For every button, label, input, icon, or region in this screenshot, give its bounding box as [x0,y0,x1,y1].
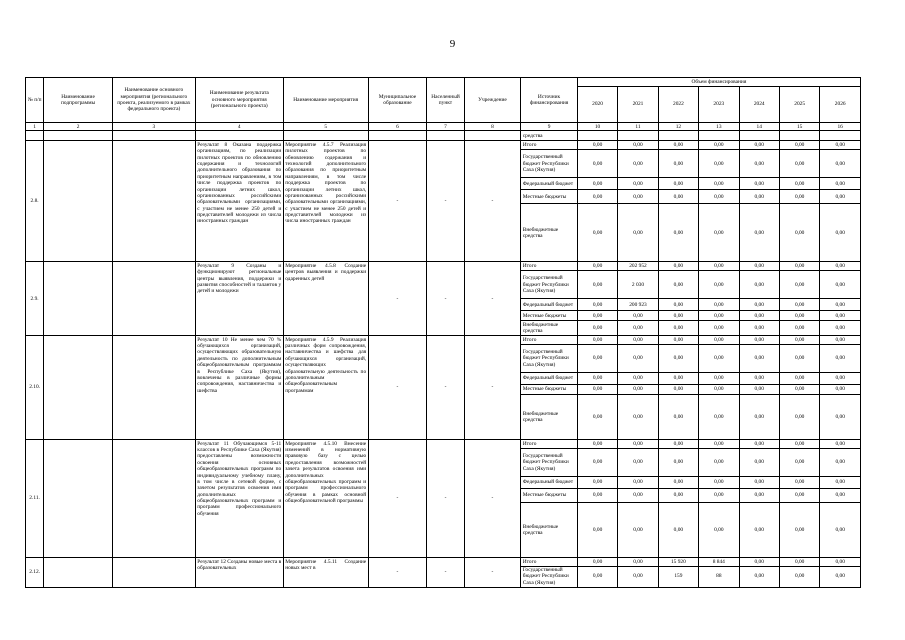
value-cell: 0,00 [699,373,739,385]
value-cell: 0,00 [779,373,819,385]
settlement-cell: - [427,558,464,588]
value-cell: 0,00 [739,477,779,489]
empty-cell [577,131,617,141]
column-number: 15 [779,123,819,131]
settlement-cell: - [427,262,464,336]
value-cell: 0,00 [577,178,617,190]
source-cell: Итого [521,440,578,449]
institution-cell: - [464,440,521,558]
subprogram-cell [44,558,113,588]
value-cell: 0,00 [820,477,861,489]
value-cell: 0,00 [820,440,861,449]
value-cell: 0,00 [820,321,861,336]
value-cell: 0,00 [699,262,739,271]
value-cell: 0,00 [658,178,698,190]
value-cell: 0,00 [618,190,658,204]
value-cell: 0,00 [577,204,617,262]
value-cell: 0,00 [820,299,861,311]
subprogram-cell [44,141,113,262]
value-cell: 0,00 [779,336,819,345]
value-cell: 0,00 [618,558,658,566]
municipality-cell: - [368,558,427,588]
column-number: 4 [195,123,283,131]
column-number: 14 [739,123,779,131]
main-event-cell [112,262,195,336]
value-cell: 0,00 [820,204,861,262]
value-cell: 0,00 [699,336,739,345]
value-cell: 0,00 [820,262,861,271]
row-number: 2.11. [26,440,44,558]
value-cell: 0,00 [618,395,658,440]
column-number: 2 [44,123,113,131]
value-cell: 0,00 [739,489,779,503]
table-row [26,336,861,345]
value-cell: 0,00 [699,503,739,558]
value-cell: 0,00 [577,566,617,587]
value-cell: 0,00 [699,321,739,336]
value-cell: 0,00 [699,190,739,204]
source-cell: Государственный бюджет Республики Саха (Якутия) [521,566,578,587]
source-cell: Итого [521,141,578,150]
value-cell: 0,00 [739,271,779,299]
value-cell: 0,00 [577,262,617,271]
value-cell: 0,00 [699,449,739,477]
value-cell: 0,00 [739,566,779,587]
column-number: 8 [464,123,521,131]
value-cell: 0,00 [779,204,819,262]
value-cell: 0,00 [658,262,698,271]
value-cell: 0,00 [820,373,861,385]
main-event-cell [112,336,195,440]
value-cell: 0,00 [779,345,819,373]
value-cell: 0,00 [779,321,819,336]
value-cell: 0,00 [739,299,779,311]
empty-cell [283,131,368,141]
value-cell: 0,00 [739,503,779,558]
settlement-cell: - [427,336,464,440]
value-cell: 0,00 [618,141,658,150]
value-cell: 0,00 [658,395,698,440]
empty-cell [699,131,739,141]
column-number: 6 [368,123,427,131]
value-cell: 0,00 [658,345,698,373]
year-header: 2025 [779,87,819,123]
value-cell: 0,00 [658,449,698,477]
page-number: 9 [449,38,456,50]
value-cell: 0,00 [739,336,779,345]
value-cell: 15 920 [658,558,698,566]
funding-table [25,77,861,588]
value-cell: 0,00 [820,178,861,190]
source-cell: Государственный бюджет Республики Саха (Якутия) [521,150,578,178]
source-cell: средства [521,131,578,141]
value-cell: 0,00 [739,190,779,204]
table-row [26,558,861,566]
column-number: 13 [699,123,739,131]
table-row [26,141,861,150]
value-cell: 0,00 [699,489,739,503]
value-cell: 0,00 [577,558,617,566]
value-cell: 0,00 [577,336,617,345]
value-cell: 0,00 [618,373,658,385]
main-event-cell [112,440,195,558]
source-cell: Местные бюджеты [521,385,578,395]
value-cell: 0,00 [820,271,861,299]
value-cell: 0,00 [779,141,819,150]
value-cell: 0,00 [577,395,617,440]
value-cell: 0,00 [699,299,739,311]
year-header: 2021 [618,87,658,123]
empty-cell [44,131,113,141]
value-cell: 0,00 [699,141,739,150]
institution-cell: - [464,141,521,262]
source-cell: Государственный бюджет Республики Саха (Якутия) [521,449,578,477]
value-cell: 0,00 [739,178,779,190]
result-cell: Результат 12 Созданы новые места в образовательных [195,558,283,588]
value-cell: 0,00 [658,336,698,345]
empty-cell [112,131,195,141]
value-cell: 0,00 [820,503,861,558]
value-cell: 0,00 [820,395,861,440]
source-cell: Федеральный бюджет [521,477,578,489]
row-number: 2.8. [26,141,44,262]
result-cell: Результат 10 Не менее чем 70 % обучающихся организаций, осуществляющих образовательную деятельность по дополнительным общеобразовательным программам в Республике Саха (Якутия), вовлечены в различные формы сопровождения, наставничества и шефства [195,336,283,440]
value-cell: 0,00 [618,477,658,489]
settlement-cell: - [427,440,464,558]
value-cell: 0,00 [820,190,861,204]
row-number: 2.9. [26,262,44,336]
result-cell: Результат 9 Созданы и функционируют региональные центры выявления, поддержки и развития способностей и талантов у детей и молодежи [195,262,283,336]
settlement-cell: - [427,141,464,262]
subprogram-cell [44,336,113,440]
source-cell: Местные бюджеты [521,489,578,503]
value-cell: 0,00 [739,440,779,449]
value-cell: 0,00 [618,385,658,395]
column-number: 10 [577,123,617,131]
value-cell: 0,00 [779,566,819,587]
empty-cell [464,131,521,141]
value-cell: 0,00 [699,311,739,321]
value-cell: 0,00 [658,489,698,503]
empty-cell [820,131,861,141]
value-cell: 0,00 [779,477,819,489]
source-cell: Внебюджетные средства [521,204,578,262]
source-cell: Государственный бюджет Республики Саха (Якутия) [521,345,578,373]
value-cell: 0,00 [658,150,698,178]
source-cell: Федеральный бюджет [521,373,578,385]
value-cell: 0,00 [658,503,698,558]
institution-cell: - [464,262,521,336]
value-cell: 0,00 [658,440,698,449]
value-cell: 0,00 [699,345,739,373]
empty-cell [779,131,819,141]
value-cell: 202 952 [618,262,658,271]
value-cell: 0,00 [779,299,819,311]
value-cell: 0,00 [577,373,617,385]
value-cell: 0,00 [739,141,779,150]
value-cell: 0,00 [658,204,698,262]
value-cell: 0,00 [577,385,617,395]
value-cell: 2 030 [618,271,658,299]
column-number: 12 [658,123,698,131]
value-cell: 8 844 [699,558,739,566]
main-event-cell [112,558,195,588]
header-cell-7: Населенный пункт [427,78,464,123]
value-cell: 0,00 [779,558,819,566]
value-cell: 0,00 [618,336,658,345]
source-cell: Федеральный бюджет [521,299,578,311]
value-cell: 0,00 [820,566,861,587]
value-cell: 0,00 [739,385,779,395]
value-cell: 0,00 [577,150,617,178]
source-cell: Государственный бюджет Республики Саха (Якутия) [521,271,578,299]
source-cell: Итого [521,558,578,566]
event-cell: Мероприятие 4.5.7 Реализация пилотных проектов по обновлению содержания и технологий дополнительного образования по приоритетным направлениям, в том числе поддержка проектов по организации летних школ, организованных российскими образовательными организациями, с участием не менее 250 детей и представителей молодежи из числа иностранных граждан [283,141,368,262]
subprogram-cell [44,262,113,336]
column-numbers-row [26,123,861,131]
event-cell: Мероприятие 4.5.8 Создание центров выявления и поддержки одаренных детей [283,262,368,336]
source-cell: Итого [521,336,578,345]
municipality-cell: - [368,141,427,262]
value-cell: 0,00 [779,311,819,321]
value-cell: 0,00 [658,271,698,299]
municipality-cell: - [368,336,427,440]
result-cell: Результат 8 Оказана поддержка организациям, по реализации пилотных проектов по обновлению содержания и технологий дополнительного образования по приоритетным направлениям, в том числе поддержка проектов по организации летних школ, организованных российскими образовательными организациями, с участием не менее 250 детей и представителей молодежи из числа иностранных граждан [195,141,283,262]
value-cell: 0,00 [658,321,698,336]
value-cell: 0,00 [618,449,658,477]
table-row [26,262,861,271]
value-cell: 159 [658,566,698,587]
value-cell: 0,00 [699,440,739,449]
header-cell-4: Наименование результата основного мероприятия (регионального проекта) [195,78,283,123]
value-cell: 0,00 [779,440,819,449]
value-cell: 0,00 [618,311,658,321]
header-cell-6: Муниципальное образование [368,78,427,123]
year-header: 2023 [699,87,739,123]
empty-cell [658,131,698,141]
empty-cell [618,131,658,141]
value-cell: 0,00 [658,190,698,204]
table-row [26,440,861,449]
source-cell: Итого [521,262,578,271]
value-cell: 0,00 [820,489,861,503]
value-cell: 0,00 [618,204,658,262]
empty-cell [739,131,779,141]
value-cell: 0,00 [739,558,779,566]
empty-cell [195,131,283,141]
value-cell: 0,00 [820,345,861,373]
value-cell: 0,00 [658,385,698,395]
value-cell: 0,00 [739,150,779,178]
value-cell: 0,00 [658,299,698,311]
empty-cell [368,131,427,141]
value-cell: 0,00 [820,558,861,566]
value-cell: 0,00 [779,449,819,477]
source-cell: Внебюджетные средства [521,321,578,336]
source-cell: Федеральный бюджет [521,178,578,190]
value-cell: 0,00 [618,503,658,558]
column-number: 3 [112,123,195,131]
value-cell: 0,00 [779,489,819,503]
value-cell: 88 [699,566,739,587]
value-cell: 0,00 [577,299,617,311]
value-cell: 0,00 [779,190,819,204]
institution-cell: - [464,336,521,440]
header-cell-2: Наименование подпрограммы [44,78,113,123]
column-number: 11 [618,123,658,131]
value-cell: 0,00 [779,150,819,178]
value-cell: 0,00 [618,321,658,336]
value-cell: 0,00 [739,311,779,321]
event-cell: Мероприятие 4.5.11 Создание новых мест в [283,558,368,588]
event-cell: Мероприятие 4.5.10 Внесение изменений в нормативную правовую базу с целью предоставления возможностей зачета результатов освоения ими дополнительных общеобразовательных программ и программ профессионального обучения в рамках основной общеобразовательной программы [283,440,368,558]
header-cell-8: Учреждение [464,78,521,123]
municipality-cell: - [368,440,427,558]
value-cell: 0,00 [618,440,658,449]
empty-cell [26,131,44,141]
value-cell: 200 923 [618,299,658,311]
value-cell: 0,00 [618,489,658,503]
value-cell: 0,00 [779,503,819,558]
value-cell: 0,00 [699,477,739,489]
source-cell: Внебюджетные средства [521,395,578,440]
value-cell: 0,00 [577,321,617,336]
column-number: 7 [427,123,464,131]
value-cell: 0,00 [739,321,779,336]
value-cell: 0,00 [820,449,861,477]
value-cell: 0,00 [658,373,698,385]
value-cell: 0,00 [577,489,617,503]
event-cell: Мероприятие 4.5.9 Реализация различных форм сопровождения, наставничества и шефства для обучающихся организаций, осуществляющих образовательную деятельность по дополнительным общеобразовательным программам [283,336,368,440]
row-number: 2.10. [26,336,44,440]
source-cell: Местные бюджеты [521,190,578,204]
value-cell: 0,00 [739,204,779,262]
value-cell: 0,00 [739,373,779,385]
institution-cell: - [464,558,521,588]
value-cell: 0,00 [820,311,861,321]
year-header: 2020 [577,87,617,123]
value-cell: 0,00 [820,150,861,178]
row-number: 2.12. [26,558,44,588]
column-number: 1 [26,123,44,131]
value-cell: 0,00 [658,311,698,321]
value-cell: 0,00 [779,262,819,271]
column-number: 5 [283,123,368,131]
value-cell: 0,00 [779,271,819,299]
value-cell: 0,00 [577,271,617,299]
source-cell: Местные бюджеты [521,311,578,321]
value-cell: 0,00 [577,190,617,204]
value-cell: 0,00 [577,449,617,477]
main-event-cell [112,141,195,262]
year-header: 2022 [658,87,698,123]
value-cell: 0,00 [658,141,698,150]
value-cell: 0,00 [699,178,739,190]
value-cell: 0,00 [739,262,779,271]
value-cell: 0,00 [618,345,658,373]
municipality-cell: - [368,262,427,336]
value-cell: 0,00 [779,178,819,190]
value-cell: 0,00 [577,311,617,321]
subprogram-cell [44,440,113,558]
source-cell: Внебюджетные средства [521,503,578,558]
header-row [26,78,861,87]
result-cell: Результат 11 Обучающимся 5-11 классов в Республике Саха (Якутия) предоставлены возможности освоения основных общеобразовательных программ по индивидуальному учебному плану, в том числе в сетевой форме, с зачетом результатов освоения ими дополнительных общеобразовательных программ и программ профессионального обучения [195,440,283,558]
value-cell: 0,00 [618,566,658,587]
year-header: 2024 [739,87,779,123]
value-cell: 0,00 [618,150,658,178]
value-cell: 0,00 [618,178,658,190]
header-cell-5: Наименование мероприятия [283,78,368,123]
value-cell: 0,00 [739,395,779,440]
value-cell: 0,00 [577,345,617,373]
value-cell: 0,00 [820,385,861,395]
value-cell: 0,00 [577,477,617,489]
column-number: 9 [521,123,578,131]
value-cell: 0,00 [820,336,861,345]
year-header: 2026 [820,87,861,123]
value-cell: 0,00 [699,395,739,440]
value-cell: 0,00 [739,345,779,373]
value-cell: 0,00 [699,204,739,262]
value-cell: 0,00 [577,141,617,150]
value-cell: 0,00 [779,385,819,395]
value-cell: 0,00 [699,385,739,395]
value-cell: 0,00 [699,150,739,178]
value-cell: 0,00 [577,503,617,558]
carry-over-row [26,131,861,141]
header-cell-3: Наименование основного мероприятия (регионального проекта, реализуемого в рамках федерального проекта) [112,78,195,123]
funding-header: Объем финансирования [577,78,860,87]
value-cell: 0,00 [658,477,698,489]
column-number: 16 [820,123,861,131]
value-cell: 0,00 [577,440,617,449]
empty-cell [427,131,464,141]
header-cell-1: № п/п [26,78,44,123]
value-cell: 0,00 [820,141,861,150]
value-cell: 0,00 [699,271,739,299]
value-cell: 0,00 [739,449,779,477]
header-cell-9: Источник финансирования [521,78,578,123]
value-cell: 0,00 [779,395,819,440]
